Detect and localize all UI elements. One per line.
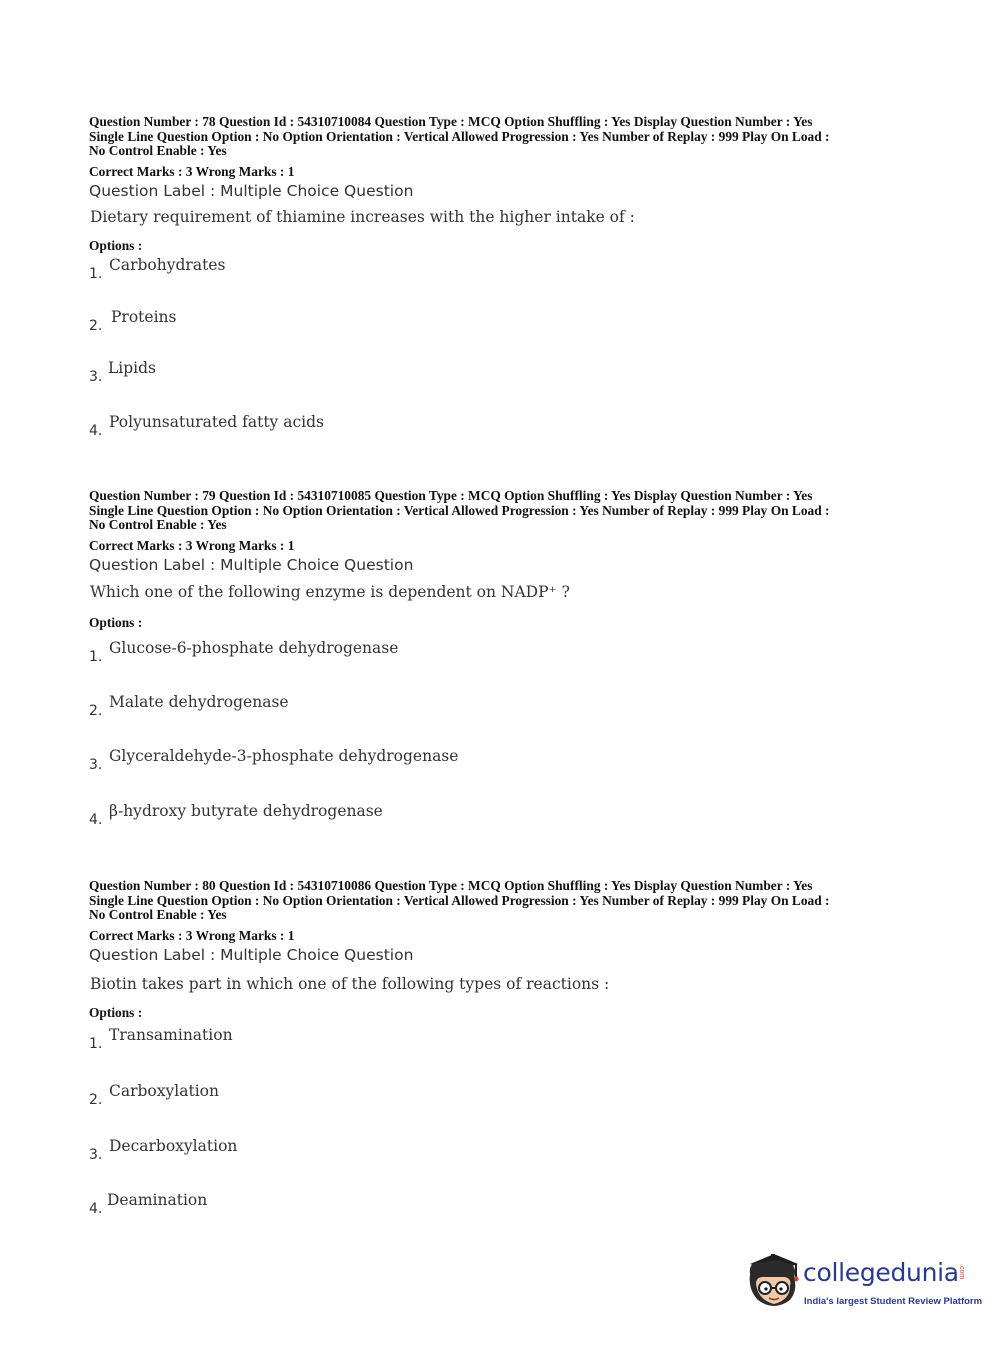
option-1: [89, 1026, 689, 1056]
option-number: 2.: [89, 703, 103, 719]
option-number: 1.: [89, 1036, 103, 1052]
question-label: Question Label : Multiple Choice Question: [89, 946, 414, 964]
collegedunia-logo[interactable]: [744, 1250, 983, 1320]
option-text: Decarboxylation: [109, 1137, 238, 1155]
mascot-icon: [744, 1250, 802, 1312]
option-3: [89, 1137, 689, 1167]
question-meta: Question Number : 80 Question Id : 54310710086 Question Type : MCQ Option Shuffling : Yes Display Question Number : Yes Single Line Question Option : No Option Orientation : Vertical Allowed Progression : Yes Number of Replay : 999 Play On Load : No Control Enable : Yes: [89, 878, 830, 922]
option-number: 3.: [89, 1147, 103, 1163]
option-3: [89, 747, 689, 777]
option-4: [89, 802, 689, 832]
option-2: [89, 308, 689, 338]
option-4: [89, 413, 689, 443]
option-2: [89, 693, 689, 723]
option-text: Polyunsaturated fatty acids: [109, 413, 324, 431]
option-text: Lipids: [108, 359, 157, 377]
option-number: 2.: [89, 318, 103, 334]
question-meta: Question Number : 79 Question Id : 54310710085 Question Type : MCQ Option Shuffling : Yes Display Question Number : Yes Single Line Question Option : No Option Orientation : Vertical Allowed Progression : Yes Number of Replay : 999 Play On Load : No Control Enable : Yes: [89, 488, 830, 532]
question-label: Question Label : Multiple Choice Question: [89, 182, 414, 200]
question-text: Dietary requirement of thiamine increases with the higher intake of :: [90, 208, 635, 226]
option-2: [89, 1082, 689, 1112]
option-number: 1.: [89, 649, 103, 665]
option-number: 4.: [89, 423, 103, 439]
options-heading: Options :: [89, 238, 143, 253]
option-text: Deamination: [107, 1191, 208, 1209]
option-text: Malate dehydrogenase: [109, 693, 289, 711]
option-text: Proteins: [111, 308, 177, 326]
option-text: Carboxylation: [109, 1082, 219, 1100]
question-meta: Question Number : 78 Question Id : 54310710084 Question Type : MCQ Option Shuffling : Yes Display Question Number : Yes Single Line Question Option : No Option Orientation : Vertical Allowed Progression : Yes Number of Replay : 999 Play On Load : No Control Enable : Yes: [89, 114, 830, 158]
options-heading: Options :: [89, 1005, 143, 1020]
option-text: Carbohydrates: [109, 256, 226, 274]
question-text: Biotin takes part in which one of the following types of reactions :: [90, 975, 610, 993]
option-number: 1.: [89, 266, 103, 282]
option-number: 4.: [89, 812, 103, 828]
question-block-80: [89, 878, 919, 1217]
option-number: 4.: [89, 1201, 103, 1217]
option-number: 3.: [89, 369, 103, 385]
question-text: Which one of the following enzyme is dependent on NADP⁺ ?: [90, 583, 570, 601]
logo-domain-suffix: .com: [958, 1264, 965, 1280]
option-1: [89, 639, 689, 669]
question-marks: Correct Marks : 3 Wrong Marks : 1: [89, 538, 295, 553]
question-marks: Correct Marks : 3 Wrong Marks : 1: [89, 164, 295, 179]
question-block-79: [89, 488, 919, 828]
option-text: Transamination: [109, 1026, 233, 1044]
question-label: Question Label : Multiple Choice Question: [89, 556, 414, 574]
option-number: 2.: [89, 1092, 103, 1108]
logo-tagline: India's largest Student Review Platform: [804, 1296, 983, 1307]
option-number: 3.: [89, 757, 103, 773]
option-text: Glucose-6-phosphate dehydrogenase: [109, 639, 399, 657]
option-4: [89, 1191, 689, 1221]
question-block-78: [89, 114, 919, 439]
options-heading: Options :: [89, 615, 143, 630]
option-text: Glyceraldehyde-3-phosphate dehydrogenase: [109, 747, 459, 765]
option-text: β-hydroxy butyrate dehydrogenase: [109, 802, 383, 820]
logo-wordmark: collegedunia: [803, 1258, 959, 1287]
option-1: [89, 256, 689, 286]
question-marks: Correct Marks : 3 Wrong Marks : 1: [89, 928, 295, 943]
option-3: [89, 359, 689, 389]
